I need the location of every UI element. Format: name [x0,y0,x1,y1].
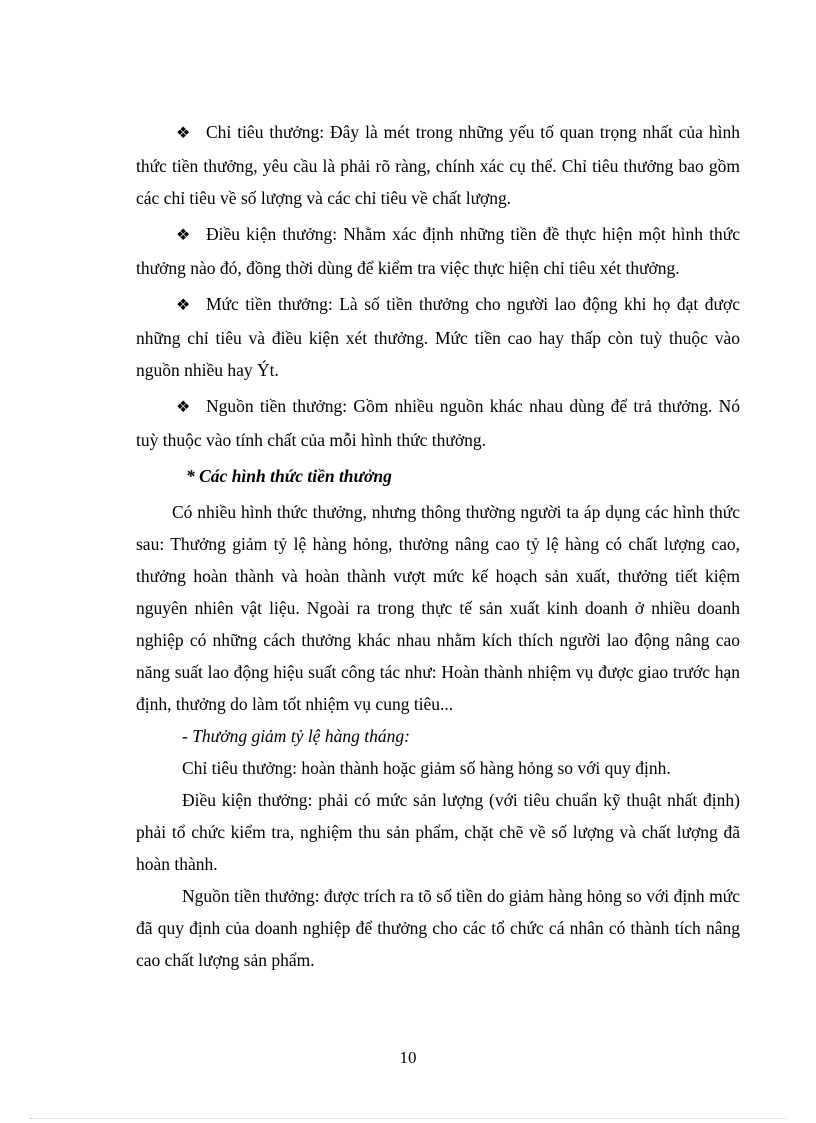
bullet-paragraph [136,218,740,284]
bullet-text: Mức tiền thưởng: Là số tiền thưởng cho người lao động khi họ đạt được những chỉ tiêu và điều kiện xét thưởng. Mức tiền cao hay thấp còn tuỳ thuộc vào nguồn nhiều hay Ýt. [136,294,740,380]
sub-heading: - Thưởng giảm tỷ lệ hàng tháng: [182,726,410,746]
bullet-text: Nguồn tiền thưởng: Gồm nhiều nguồn khác nhau dùng để trả thưởng. Nó tuỳ thuộc vào tính chất của mỗi hình thức thưởng. [136,396,740,450]
diamond-bullet-icon: ❖ [176,297,191,314]
intro-paragraph: Có nhiều hình thức thưởng, nhưng thông thường người ta áp dụng các hình thức sau: Thưởng giảm tỷ lệ hàng hỏng, thưởng nâng cao tỷ lệ hàng có chất lượng cao, thưởng hoàn thành và hoàn thành vượt mức kế hoạch sản xuất, thưởng tiết kiệm nguyên nhiên vật liệu. Ngoài ra trong thực tế sản xuất kinh doanh ở nhiều doanh nghiệp có những cách thưởng khác nhau nhằm kích thích người lao động nâng cao năng suất lao động hiệu suất công tác như: Hoàn thành nhiệm vụ được giao trước hạn định, thưởng do làm tốt nhiệm vụ cung tiêu... [136,502,740,714]
page-bottom-divider [30,1118,786,1119]
body-paragraph: Điều kiện thưởng: phải có mức sản lượng (với tiêu chuẩn kỹ thuật nhất định) phải tổ chức kiểm tra, nghiệm thu sản phẩm, chặt chẽ về số lượng và chất lượng đã hoàn thành. [136,790,740,874]
diamond-bullet-icon: ❖ [176,399,191,416]
diamond-bullet-icon: ❖ [176,125,191,142]
page-number: 10 [399,1048,417,1067]
body-paragraph: Nguồn tiền thưởng: được trích ra tõ số tiền do giảm hàng hỏng so với định mức đã quy định của doanh nghiệp để thưởng cho các tổ chức cá nhân có thành tích nâng cao chất lượng sản phẩm. [136,886,740,970]
bullet-paragraph [136,116,740,214]
bullet-text: Điều kiện thưởng: Nhằm xác định những tiền đề thực hiện một hình thức thưởng nào đó, đồng thời dùng để kiểm tra việc thực hiện chỉ tiêu xét thưởng. [136,224,740,278]
page-content [136,116,740,976]
diamond-bullet-icon: ❖ [176,227,191,244]
section-heading: * Các hình thức tiền thưởng [186,466,392,486]
body-paragraph: Chỉ tiêu thưởng: hoàn thành hoặc giảm số hàng hỏng so với quy định. [182,758,671,778]
bullet-paragraph [136,390,740,456]
bullet-paragraph [136,288,740,386]
bullet-text: Chỉ tiêu thưởng: Đây là mét trong những yếu tố quan trọng nhất của hình thức tiền thưởng, yêu cầu là phải rõ ràng, chính xác cụ thể. Chỉ tiêu thưởng bao gồm các chỉ tiêu về số lượng và các chỉ tiêu về chất lượng. [136,122,740,208]
